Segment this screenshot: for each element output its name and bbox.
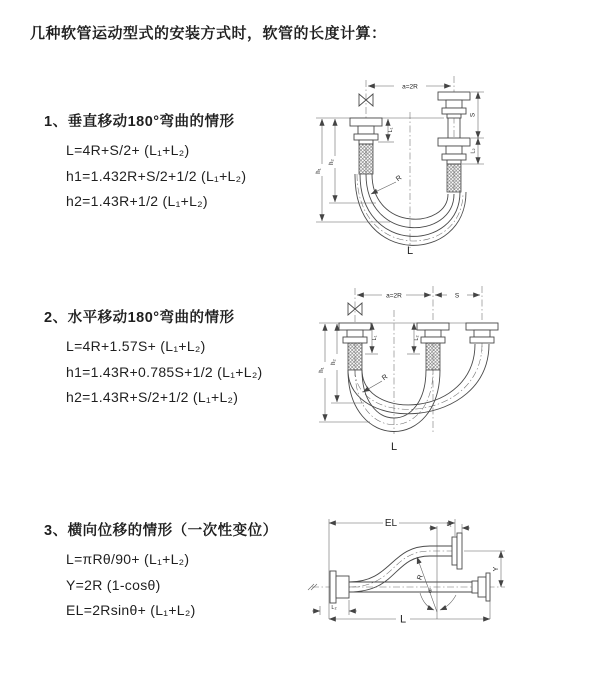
dim-label-el: EL (384, 517, 398, 529)
diagram-vertical-180 (310, 72, 590, 264)
dim-label-r: R (395, 174, 404, 184)
dim-label-a2r: a=2R (386, 292, 402, 300)
dim-label-l1: L₁ (446, 522, 452, 528)
right-braided-hose (447, 164, 461, 192)
right-fitting (466, 323, 498, 343)
dim-label-h2: h₂ (329, 159, 335, 165)
dim-label-l: L (390, 441, 398, 453)
section-lateral-displacement (44, 519, 278, 624)
section-horizontal-180 (44, 306, 263, 411)
dim-label-h2: h₂ (331, 359, 337, 365)
dim-label-l1: L₁ (388, 127, 394, 133)
dim-label-s: S (454, 292, 460, 300)
formula-line: L=πRθ/90+ (L₁+L₂) (66, 551, 190, 567)
section-1-heading: 1、垂直移动180°弯曲的情形 (44, 114, 235, 130)
dim-label-r: R (416, 573, 425, 582)
dim-label-y: Y (493, 566, 500, 572)
dim-label-s: S (469, 112, 477, 118)
diagram-horizontal-180 (308, 282, 592, 460)
dim-label-l2: L₂ (414, 335, 420, 341)
formula-line: L=4R+S/2+ (L₁+L₂) (66, 142, 190, 158)
s-curve-hose (349, 546, 454, 592)
dim-label-h1: h₁ (316, 168, 322, 174)
dim-label-l: L (406, 245, 414, 257)
dim-label-h1: h₁ (319, 367, 325, 373)
left-fitting (339, 323, 371, 343)
left-fitting (350, 118, 382, 144)
diagram-lateral-displacement (298, 500, 600, 630)
left-braided-hose (359, 144, 373, 174)
section-2-formulas (66, 334, 263, 411)
formula-line: Y=2R (1-cosθ) (66, 576, 161, 593)
formula-line: h2=1.43R+S/2+1/2 (L₁+L₂) (66, 389, 239, 405)
left-flange (330, 571, 349, 603)
formula-line: L=4R+1.57S+ (L₁+L₂) (66, 338, 206, 354)
section-1-formulas (66, 138, 246, 215)
section-3-formulas (66, 547, 278, 624)
dim-label-r: R (381, 373, 390, 383)
dim-label-a2r: a=2R (402, 83, 418, 91)
lower-right-flange (472, 573, 490, 601)
formula-line: EL=2Rsinθ+ (L₁+L₂) (66, 602, 196, 618)
dim-label-l1: L₁ (372, 335, 378, 341)
dim-label-l: L (399, 613, 407, 626)
section-vertical-180 (44, 110, 246, 215)
upper-flange (452, 533, 462, 569)
section-2-heading: 2、水平移动180°弯曲的情形 (44, 310, 235, 326)
left-braided-hose (348, 343, 362, 370)
formula-line: h2=1.43R+1/2 (L₁+L₂) (66, 193, 208, 209)
right-upper-fitting (438, 92, 470, 118)
shifted-u-hose (348, 344, 489, 414)
right-lower-fitting (438, 138, 470, 164)
dim-label-theta: θ (428, 589, 432, 595)
section-3-heading: 3、横向位移的情形（一次性变位） (44, 523, 278, 539)
page-title: 几种软管运动型式的安装方式时，软管的长度计算： (30, 25, 387, 42)
dim-label-l2: L₂ (331, 605, 337, 611)
dim-label-l2: L₂ (470, 148, 477, 154)
mid-braided-hose (426, 343, 440, 370)
formula-line: h1=1.43R+0.785S+1/2 (L₁+L₂) (66, 363, 263, 380)
mid-fitting (417, 323, 449, 343)
formula-line: h1=1.432R+S/2+1/2 (L₁+L₂) (66, 167, 247, 184)
